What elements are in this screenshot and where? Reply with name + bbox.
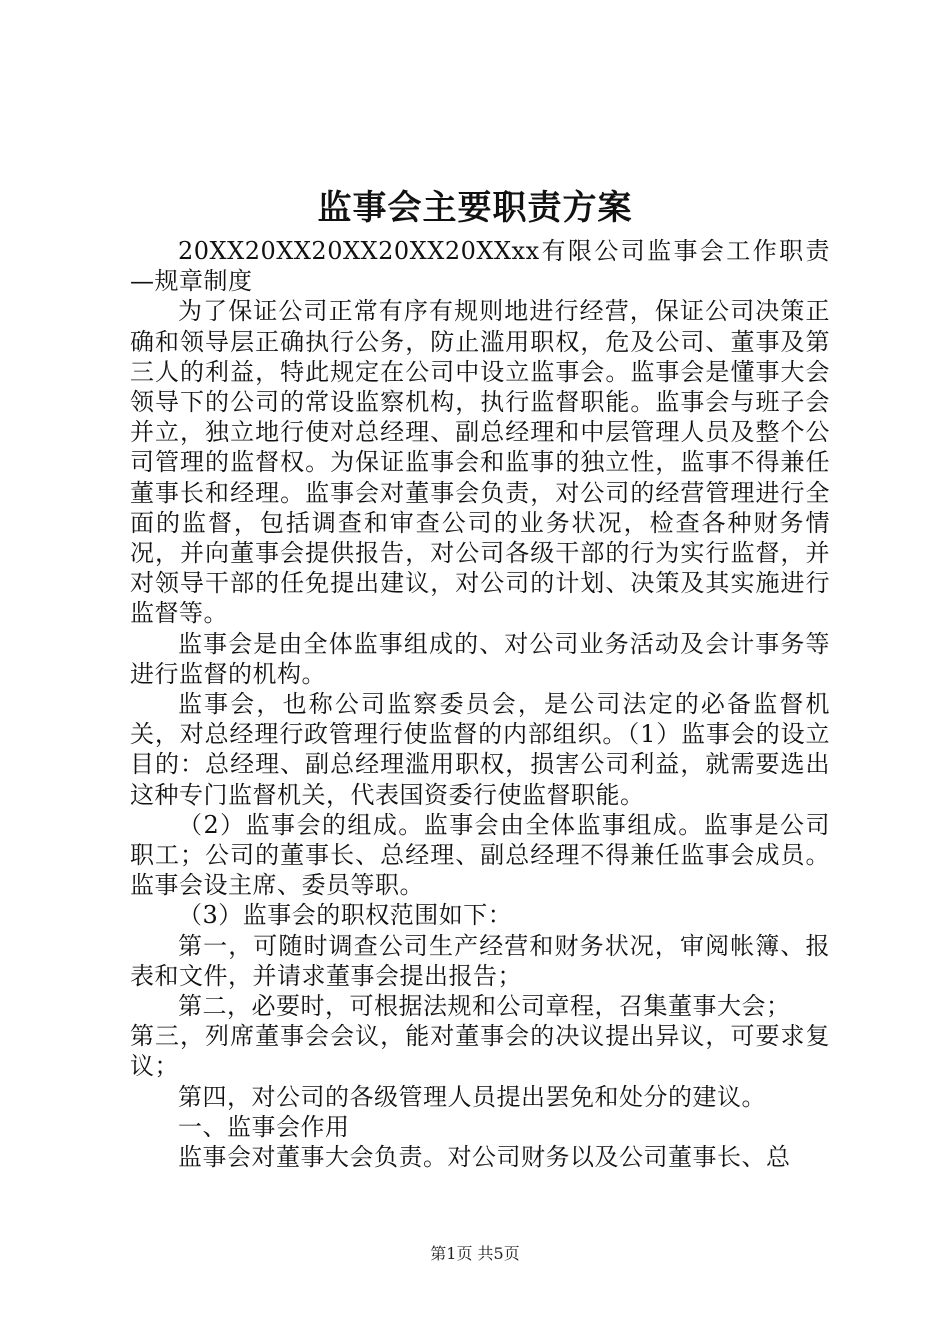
paragraph-power-1: 第一，可随时调查公司生产经营和财务状况，审阅帐簿、报表和文件，并请求董事会提出报告； [130, 931, 830, 990]
paragraph-power-2: 第二，必要时，可根据法规和公司章程，召集董事大会； [178, 992, 791, 1021]
section-heading-role: 一、监事会作用 [178, 1112, 350, 1141]
page-title: 监事会主要职责方案 [317, 188, 633, 228]
paragraph-establishment: 监事会，也称公司监察委员会，是公司法定的必备监督机关，对总经理行政管理行使监督的内部组织。（1）监事会的设立目的：总经理、副总经理滥用职权，损害公司利益，就需要选出这种专门监督机关，代表国资委行使监督职能。 [130, 690, 830, 809]
paragraph-power-3: 第三，列席董事会会议，能对董事会的决议提出异议，可要求复议； [130, 1022, 830, 1081]
paragraph-composition: （2）监事会的组成。监事会由全体监事组成。监事是公司职工；公司的董事长、总经理、副总经理不得兼任监事会成员。监事会设主席、委员等职。 [130, 810, 830, 900]
paragraph-power-4: 第四，对公司的各级管理人员提出罢免和处分的建议。 [178, 1082, 766, 1111]
paragraph-purpose: 为了保证公司正常有序有规则地进行经营，保证公司决策正确和领导层正确执行公务，防止滥用职权，危及公司、董事及第三人的利益，特此规定在公司中设立监事会。监事会是懂事大会领导下的公司的常设监察机构，执行监督职能。监事会与班子会并立，独立地行使对总经理、副总经理和中层管理人员及整个公司管理的监督权。为保证监事会和监事的独立性，监事不得兼任董事长和经理。监事会对董事会负责，对公司的经营管理进行全面的监督，包括调查和审查公司的业务状况，检查各种财务情况，并向董事会提供报告，对公司各级干部的行为实行监督，并对领导干部的任免提出建议，对公司的计划、决策及其实施进行监督等。 [130, 297, 830, 628]
paragraph-heading-line: 20XX20XX20XX20XX20XXxx有限公司监事会工作职责—规章制度 [130, 237, 830, 296]
paragraph-definition: 监事会是由全体监事组成的、对公司业务活动及会计事务等进行监督的机构。 [130, 629, 830, 688]
document-body [130, 236, 830, 1172]
paragraph-powers-intro: （3）监事会的职权范围如下： [178, 901, 513, 930]
paragraph-role: 监事会对董事大会负责。对公司财务以及公司董事长、总 [178, 1143, 791, 1172]
page-footer: 第1页 共5页 [430, 1244, 520, 1263]
